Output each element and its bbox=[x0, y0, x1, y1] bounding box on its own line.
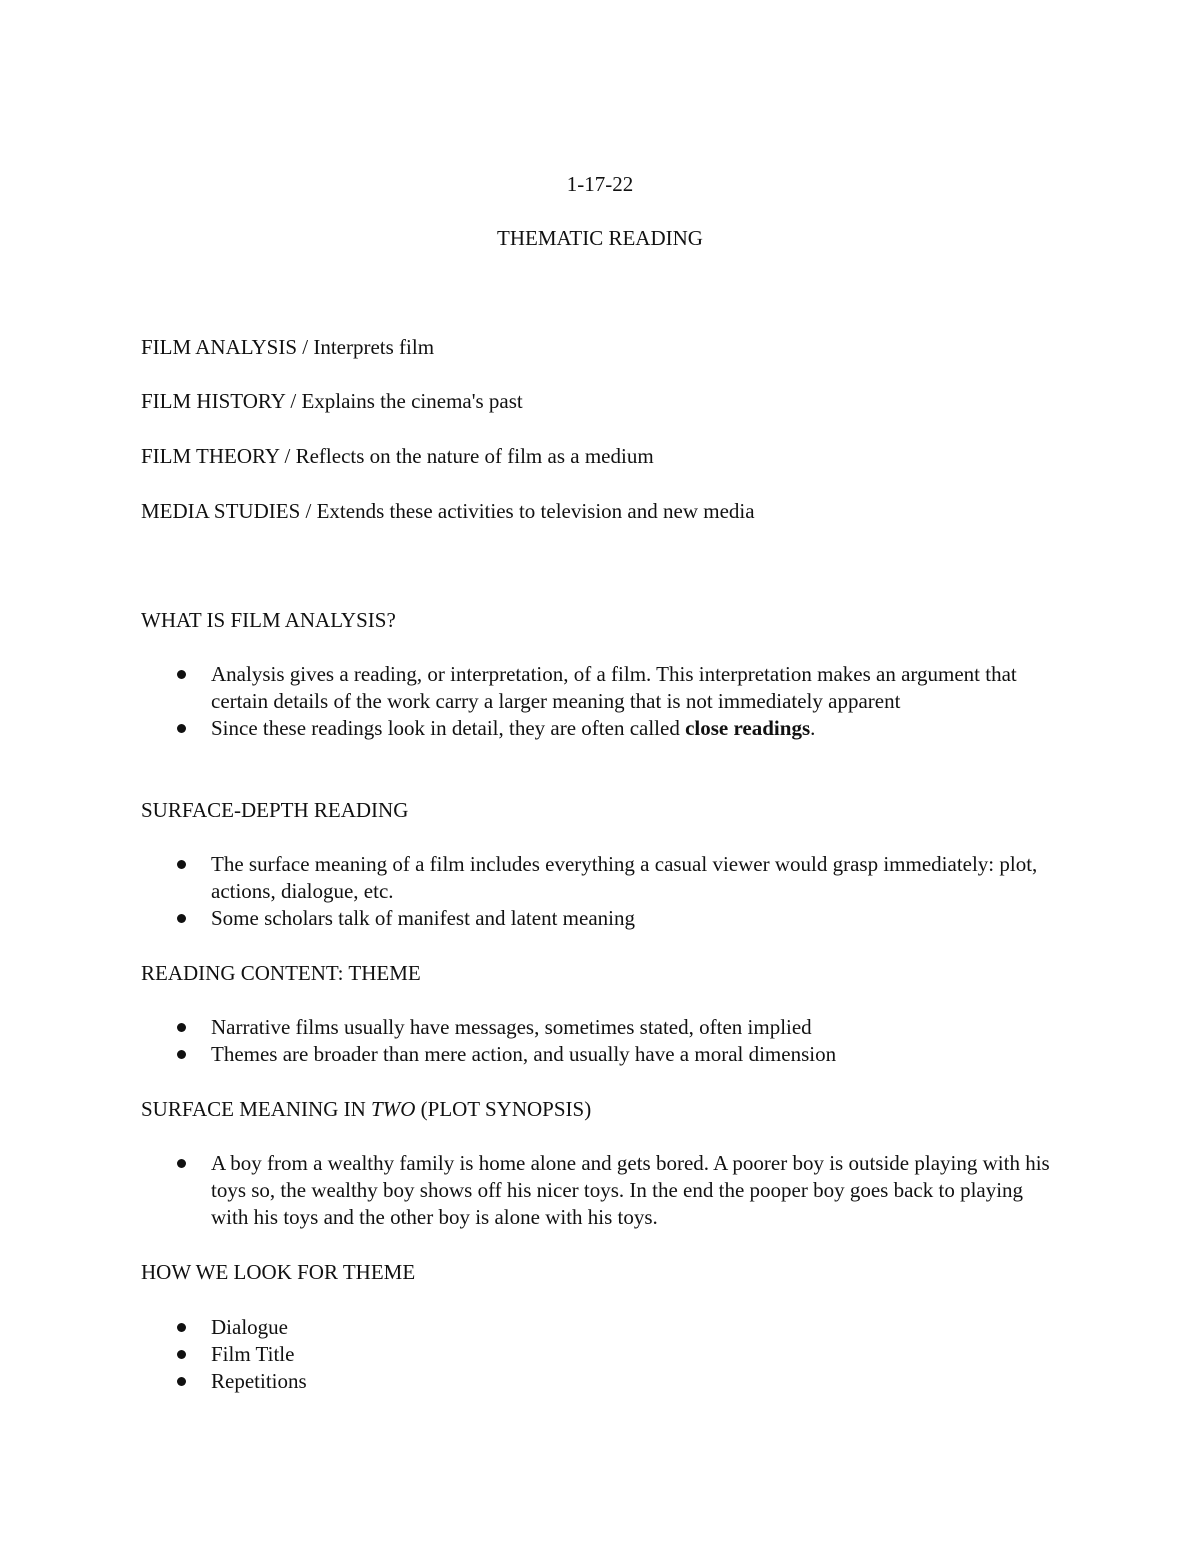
bullet-text: Analysis gives a reading, or interpretation, of a film. This interpretation makes an argument that certain details of the work carry a larger meaning that is not immediately apparent bbox=[211, 662, 1017, 713]
bullet-icon bbox=[177, 1377, 186, 1386]
bullet-text: Narrative films usually have messages, sometimes stated, often implied bbox=[211, 1015, 812, 1039]
definition-film-theory: FILM THEORY / Reflects on the nature of film as a medium bbox=[141, 444, 654, 468]
list-reading-content-theme bbox=[141, 1014, 1061, 1068]
document-title: THEMATIC READING bbox=[497, 226, 703, 250]
bullet-text: Dialogue bbox=[211, 1315, 288, 1339]
definition-film-history: FILM HISTORY / Explains the cinema's past bbox=[141, 389, 523, 413]
bullet-text: Themes are broader than mere action, and usually have a moral dimension bbox=[211, 1042, 837, 1066]
bullet-icon bbox=[177, 670, 186, 679]
list-item bbox=[141, 905, 1061, 932]
bullet-icon bbox=[177, 724, 186, 733]
list-item bbox=[141, 1150, 1061, 1231]
list-item bbox=[141, 1368, 1061, 1395]
list-how-we-look-for-theme bbox=[141, 1314, 1061, 1395]
bullet-text-bold: close readings bbox=[685, 716, 811, 740]
bullet-text-post: . bbox=[810, 716, 816, 740]
bullet-text: A boy from a wealthy family is home alone and gets bored. A poorer boy is outside playing with his toys so, the wealthy boy shows off his nicer toys. In the end the pooper boy goes back to playing with his toys and the other boy is alone with his toys. bbox=[211, 1151, 1050, 1229]
heading-text-italic: TWO bbox=[371, 1097, 416, 1121]
bullet-icon bbox=[177, 1023, 186, 1032]
heading-text-post: (PLOT SYNOPSIS) bbox=[415, 1097, 592, 1121]
bullet-text: The surface meaning of a film includes everything a casual viewer would grasp immediately: plot, actions, dialogue, etc. bbox=[211, 852, 1038, 903]
bullet-icon bbox=[177, 1050, 186, 1059]
list-item bbox=[141, 715, 1061, 742]
list-surface-depth-reading bbox=[141, 851, 1061, 932]
heading-reading-content-theme: READING CONTENT: THEME bbox=[141, 961, 421, 985]
heading-how-we-look-for-theme: HOW WE LOOK FOR THEME bbox=[141, 1260, 416, 1284]
bullet-text: Film Title bbox=[211, 1342, 295, 1366]
bullet-icon bbox=[177, 1159, 186, 1168]
definition-film-analysis: FILM ANALYSIS / Interprets film bbox=[141, 335, 435, 359]
document-date: 1-17-22 bbox=[566, 172, 634, 196]
bullet-text-pre: Since these readings look in detail, they are often called bbox=[211, 716, 686, 740]
bullet-icon bbox=[177, 860, 186, 869]
bullet-icon bbox=[177, 914, 186, 923]
list-item bbox=[141, 1341, 1061, 1368]
list-item bbox=[141, 851, 1061, 905]
heading-what-is-film-analysis: WHAT IS FILM ANALYSIS? bbox=[141, 608, 396, 632]
list-item bbox=[141, 1014, 1061, 1041]
list-item bbox=[141, 661, 1061, 715]
heading-surface-depth-reading: SURFACE-DEPTH READING bbox=[141, 798, 409, 822]
list-item bbox=[141, 1314, 1061, 1341]
bullet-text: Repetitions bbox=[211, 1369, 307, 1393]
bullet-icon bbox=[177, 1323, 186, 1332]
heading-surface-meaning-in-two bbox=[141, 1096, 591, 1123]
bullet-text: Some scholars talk of manifest and latent meaning bbox=[211, 906, 635, 930]
list-what-is-film-analysis bbox=[141, 661, 1061, 742]
bullet-icon bbox=[177, 1350, 186, 1359]
heading-text-pre: SURFACE MEANING IN bbox=[141, 1097, 372, 1121]
list-item bbox=[141, 1041, 1061, 1068]
list-surface-meaning-in-two bbox=[141, 1150, 1061, 1231]
definition-media-studies: MEDIA STUDIES / Extends these activities to television and new media bbox=[141, 499, 755, 523]
